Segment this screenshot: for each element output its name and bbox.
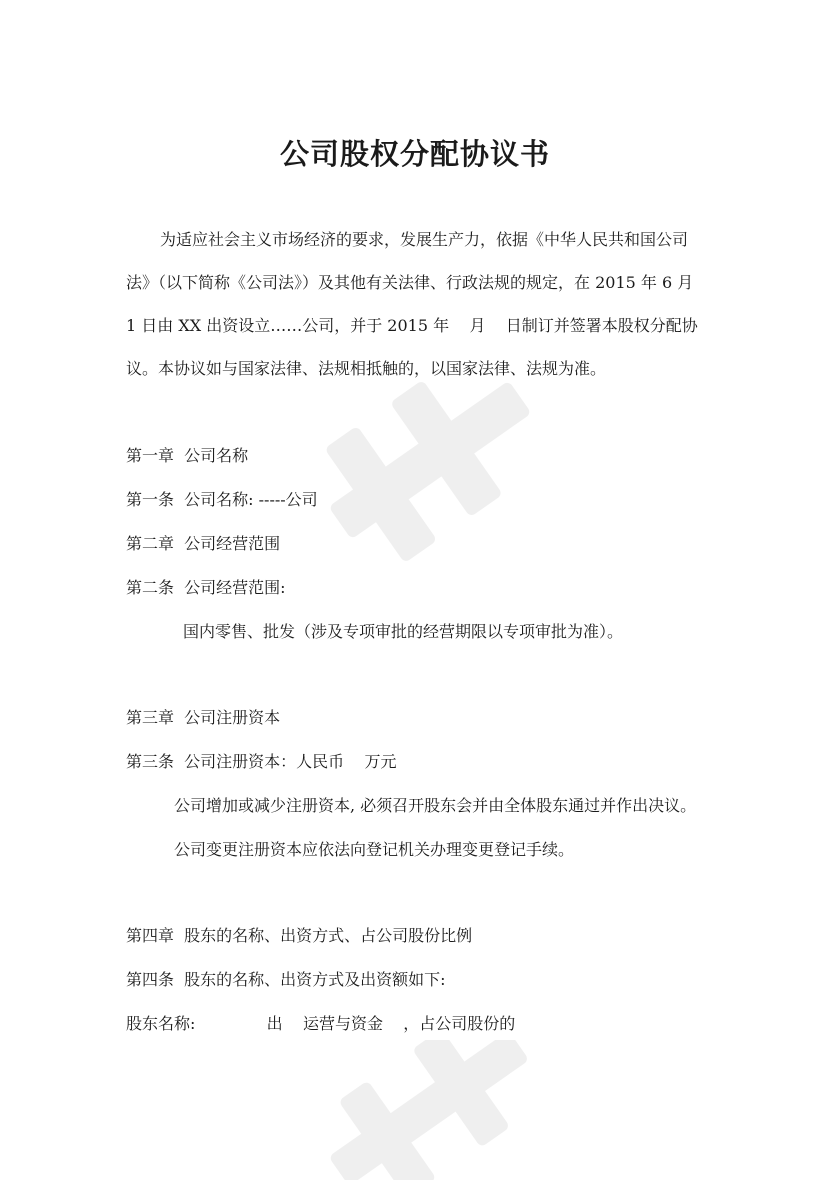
intro-line: 1 日由 XX 出资设立……公司，并于 2015 年 月 日制订并签署本股权分配协 xyxy=(126,316,698,335)
article-line: 第三条 公司注册资本：人民币 万元 xyxy=(126,752,397,771)
article-body: 公司变更注册资本应依法向登记机关办理变更登记手续。 xyxy=(174,840,575,859)
document-title: 公司股权分配协议书 xyxy=(279,137,550,171)
article-body: 公司增加或减少注册资本, 必须召开股东会并由全体股东通过并作出决议。 xyxy=(174,796,697,815)
article-line: 第二条 公司经营范围: xyxy=(126,578,286,597)
article-line: 第四条 股东的名称、出资方式及出资额如下: xyxy=(126,970,446,989)
chapter-heading: 第四章 股东的名称、出资方式、占公司股份比例 xyxy=(126,926,473,945)
intro-line: 法》（以下简称《公司法》）及其他有关法律、行政法规的规定，在 2015 年 6 月 xyxy=(126,273,694,292)
watermark xyxy=(300,1040,560,1180)
article-line: 第一条 公司名称: -----公司 xyxy=(126,490,318,509)
chapter-heading: 第三章 公司注册资本 xyxy=(126,708,281,727)
chapter-heading: 第一章 公司名称 xyxy=(126,446,249,465)
intro-line: 为适应社会主义市场经济的要求，发展生产力，依据《中华人民共和国公司 xyxy=(160,230,689,249)
intro-line: 议。本协议如与国家法律、法规相抵触的，以国家法律、法规为准。 xyxy=(126,359,607,378)
article-body: 国内零售、批发（涉及专项审批的经营期限以专项审批为准）。 xyxy=(183,622,624,641)
chapter-heading: 第二章 公司经营范围 xyxy=(126,534,281,553)
shareholder-line: 股东名称: 出 运营与资金 ，占公司股份的 xyxy=(126,1014,516,1033)
